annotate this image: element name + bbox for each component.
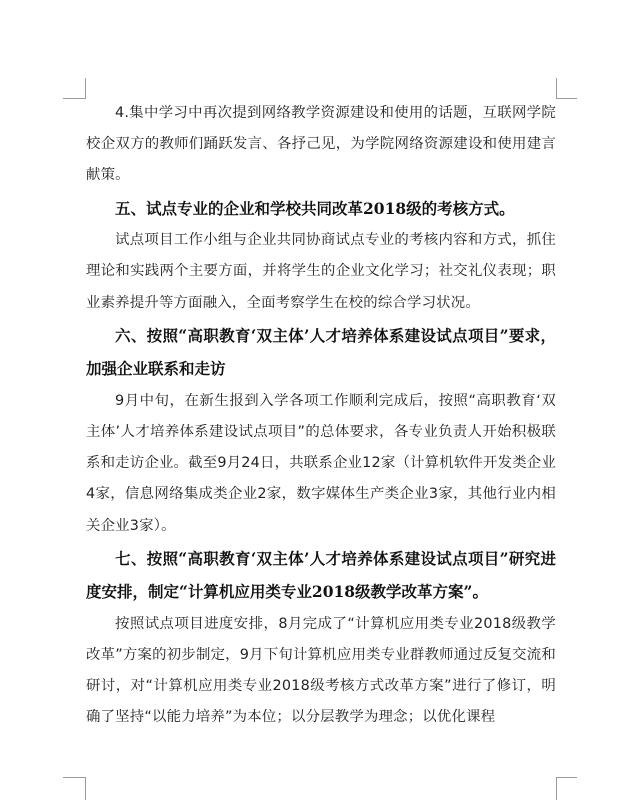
crop-mark-top-right: [556, 78, 577, 99]
paragraph-network-resources: 4.集中学习中再次提到网络教学资源建设和使用的话题，互联网学院校企双方的教师们踊跃发言、各抒己见，为学院网络资源建设和使用建言献策。: [86, 105, 556, 184]
crop-mark-bottom-left: [63, 777, 86, 800]
paragraph-assessment-reform: 试点项目工作小组与企业共同协商试点专业的考核内容和方式，抓住理论和实践两个主要方面，并将学生的企业文化学习；社交礼仪表现；职业素养提升等方面融入，全面考察学生在校的综合学习状况。: [86, 232, 556, 311]
heading-section-6: 六、按照“高职教育‘双主体’人才培养体系建设试点项目”要求，加强企业联系和走访: [86, 325, 556, 379]
paragraph-enterprise-visits: 9月中旬，在新生报到入学各项工作顺利完成后，按照“高职教育‘双主体’人才培养体系建设试点项目”的总体要求，各专业负责人开始积极联系和走访企业。截至9月24日，共联系企业12家（计算机软件开发类企业4家，信息网络集成类企业2家，数字媒体生产类企业3家，其他行业内相关企业3家）。: [86, 392, 556, 534]
document-body: [86, 98, 556, 734]
crop-mark-top-left: [63, 78, 86, 99]
heading-section-5: 五、试点专业的企业和学校共同改革2018级的考核方式。: [115, 198, 515, 218]
crop-mark-bottom-right: [556, 777, 577, 800]
paragraph-teaching-reform-plan: 按照试点项目进度安排，8月完成了“计算机应用类专业2018级教学改革”方案的初步制定，9月下旬计算机应用类专业群教师通过反复交流和研讨，对“计算机应用类专业2018级考核方式改革方案”进行了修订，明确了坚持“以能力培养”为本位；以分层教学为理念；以优化课程: [86, 615, 556, 726]
heading-section-7: 七、按照“高职教育‘双主体’人才培养体系建设试点项目”研究进度安排，制定“计算机应用类专业2018级教学改革方案”。: [86, 548, 556, 602]
